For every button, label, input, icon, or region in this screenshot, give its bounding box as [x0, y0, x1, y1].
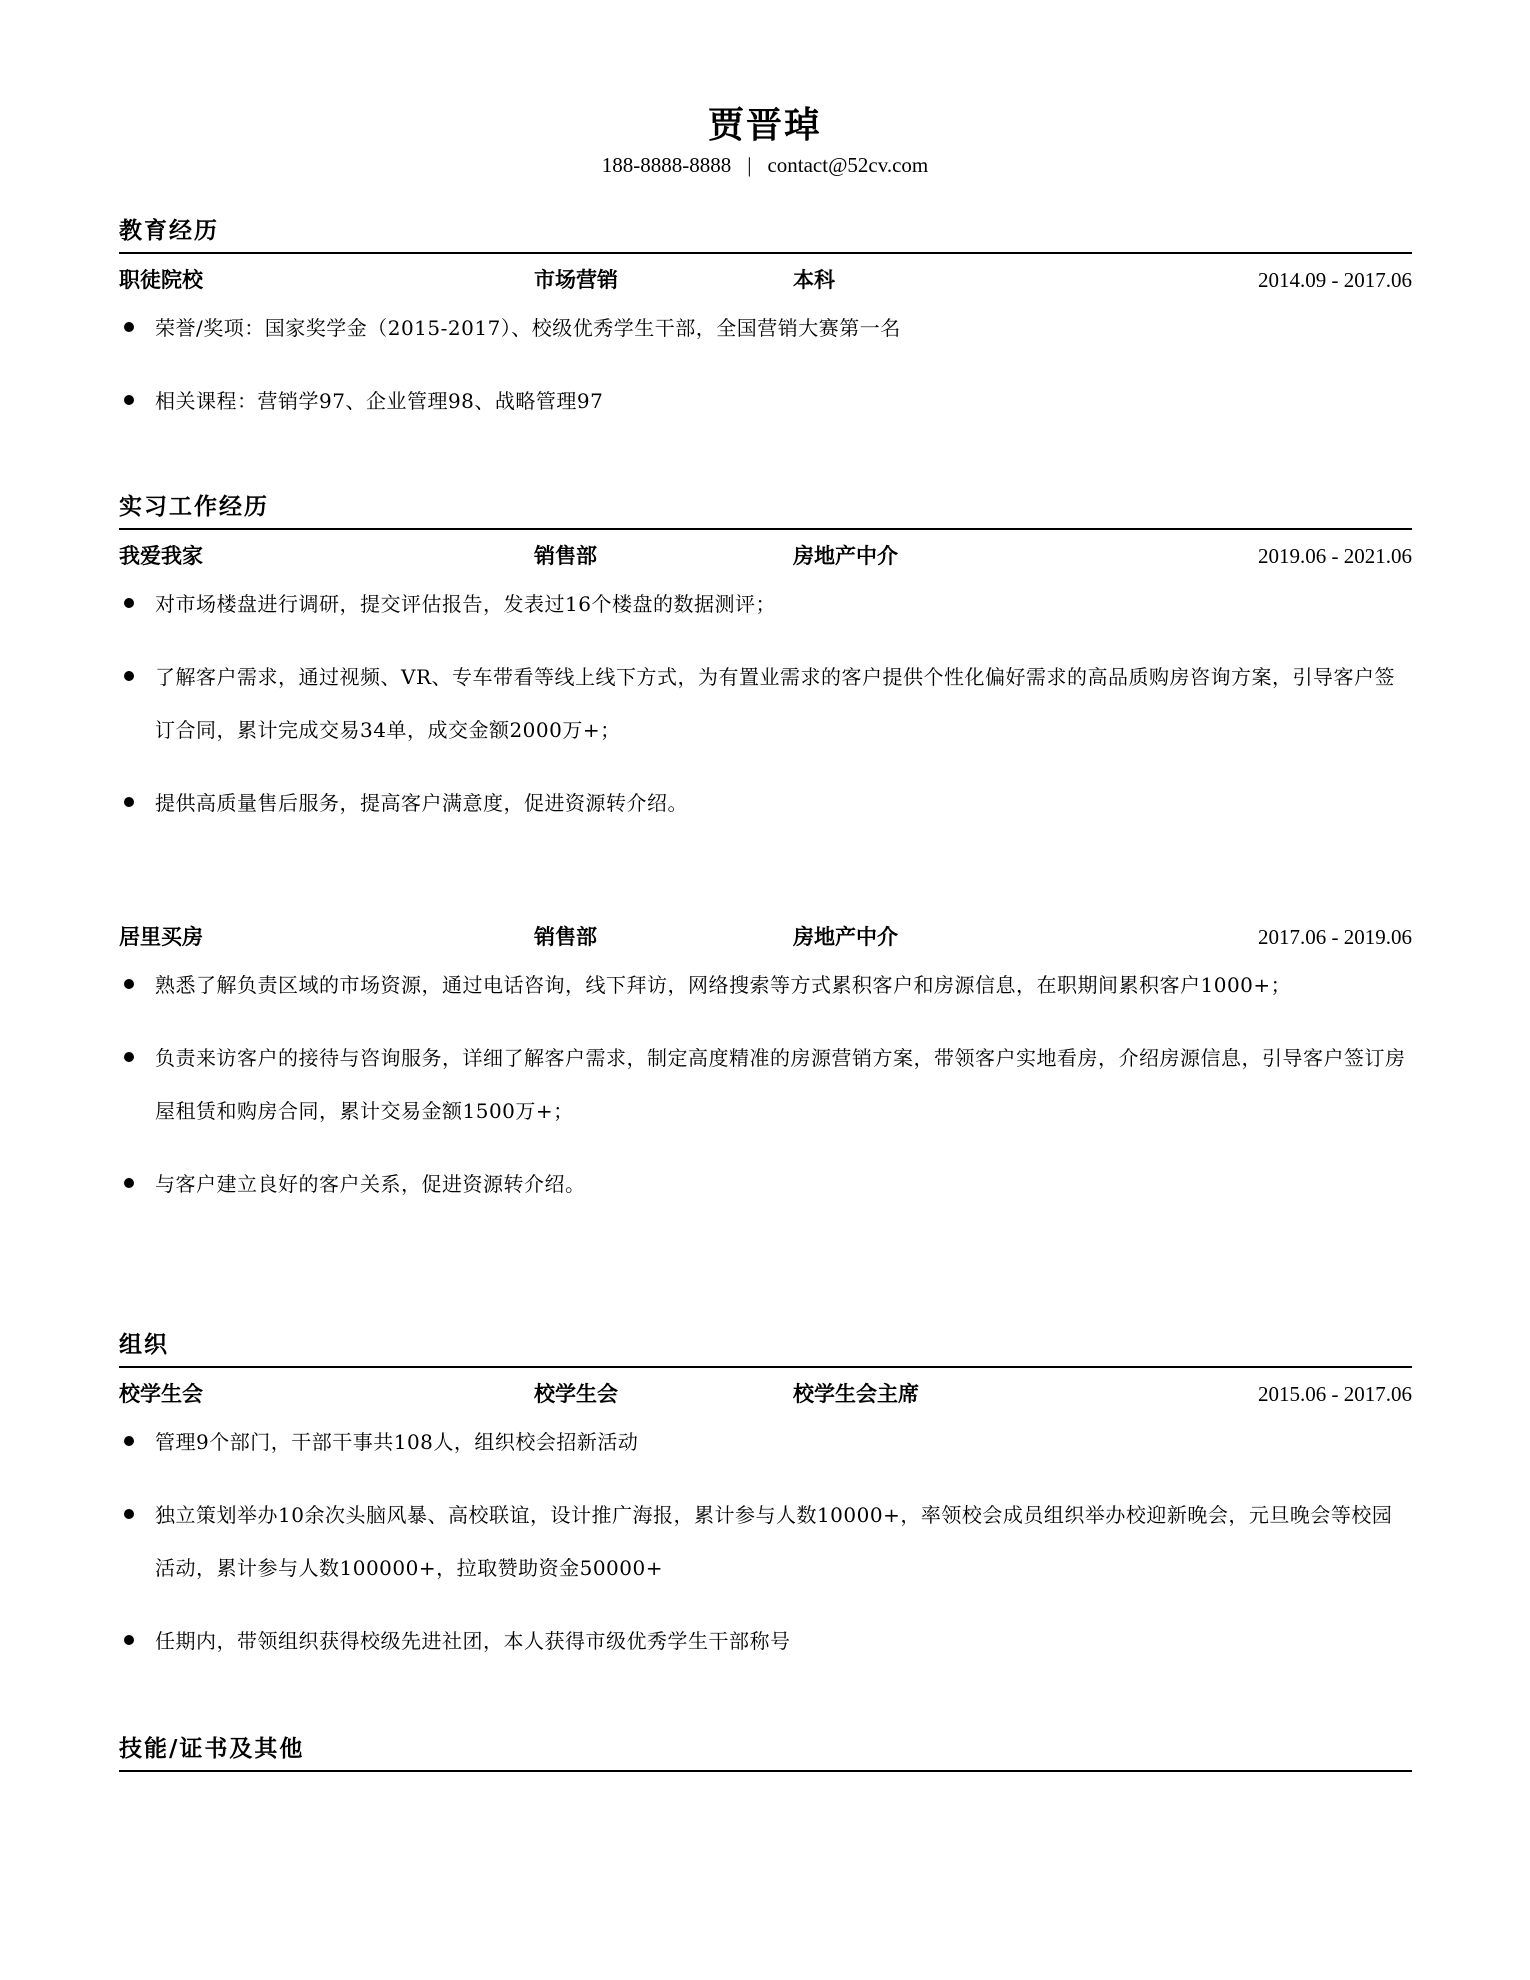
job-role: 房地产中介	[793, 543, 898, 568]
bullet-icon	[124, 1436, 134, 1446]
entry-header	[119, 921, 1412, 953]
skills-section-header	[119, 1732, 1412, 1772]
department: 销售部	[534, 543, 597, 568]
bullet-icon	[124, 598, 134, 608]
section-title: 教育经历	[119, 214, 1412, 254]
section-title: 组织	[119, 1328, 1412, 1368]
entry-header	[119, 264, 1412, 296]
list-item: 提供高质量售后服务，提高客户满意度，促进资源转介绍。	[119, 777, 1412, 830]
degree: 本科	[793, 267, 835, 292]
company-name: 居里买房	[119, 924, 203, 949]
education-entry	[119, 264, 1412, 428]
date-range: 2017.06 - 2019.06	[1258, 925, 1412, 949]
contact-line	[0, 153, 1530, 178]
bullet-icon	[124, 671, 134, 681]
list-item: 与客户建立良好的客户关系，促进资源转介绍。	[119, 1158, 1412, 1211]
date-range: 2015.06 - 2017.06	[1258, 1382, 1412, 1406]
organization-unit: 校学生会	[534, 1381, 618, 1406]
bullet-icon	[124, 1635, 134, 1645]
contact-separator: |	[747, 153, 752, 177]
list-item: 管理9个部门，干部干事共108人，组织校会招新活动	[119, 1416, 1412, 1469]
list-item: 独立策划举办10余次头脑风暴、高校联谊，设计推广海报，累计参与人数10000+，率领校会成员组织举办校迎新晚会，元旦晚会等校园活动，累计参与人数100000+，拉取赞助资金50000+	[119, 1489, 1412, 1595]
company-name: 我爱我家	[119, 543, 203, 568]
organization-entry	[119, 1378, 1412, 1668]
section-title: 技能/证书及其他	[119, 1732, 1412, 1772]
bullet-icon	[124, 1178, 134, 1188]
bullet-icon	[124, 395, 134, 405]
education-section-header	[119, 214, 1412, 254]
job-role: 房地产中介	[793, 924, 898, 949]
organization-name: 校学生会	[119, 1381, 203, 1406]
bullet-icon	[124, 1509, 134, 1519]
bullet-icon	[124, 979, 134, 989]
department: 销售部	[534, 924, 597, 949]
list-item: 了解客户需求，通过视频、VR、专车带看等线上线下方式，为有置业需求的客户提供个性化偏好需求的高品质购房咨询方案，引导客户签订合同，累计完成交易34单，成交金额2000万+；	[119, 651, 1412, 757]
organization-section-header	[119, 1328, 1412, 1368]
email-address: contact@52cv.com	[767, 153, 929, 177]
list-item: 任期内，带领组织获得校级先进社团，本人获得市级优秀学生干部称号	[119, 1615, 1412, 1668]
bullet-icon	[124, 797, 134, 807]
work-entry	[119, 921, 1412, 1211]
list-item: 熟悉了解负责区域的市场资源，通过电话咨询，线下拜访，网络搜索等方式累积客户和房源信息，在职期间累积客户1000+；	[119, 959, 1412, 1012]
date-range: 2014.09 - 2017.06	[1258, 268, 1412, 292]
bullet-icon	[124, 322, 134, 332]
section-title: 实习工作经历	[119, 490, 1412, 530]
bullet-icon	[124, 1052, 134, 1062]
phone-number: 188-8888-8888	[601, 153, 732, 177]
candidate-name: 贾晋琸	[707, 104, 822, 146]
date-range: 2019.06 - 2021.06	[1258, 544, 1412, 568]
bullet-list	[119, 959, 1412, 1211]
bullet-list	[119, 302, 1412, 428]
organization-role: 校学生会主席	[793, 1381, 919, 1406]
bullet-list	[119, 1416, 1412, 1668]
major: 市场营销	[534, 267, 618, 292]
bullet-list	[119, 578, 1412, 830]
work-entry	[119, 540, 1412, 830]
list-item: 相关课程：营销学97、企业管理98、战略管理97	[119, 375, 1412, 428]
list-item: 荣誉/奖项：国家奖学金（2015-2017）、校级优秀学生干部，全国营销大赛第一名	[119, 302, 1412, 355]
entry-header	[119, 540, 1412, 572]
work-section-header	[119, 490, 1412, 530]
school-name: 职徒院校	[119, 267, 203, 292]
entry-header	[119, 1378, 1412, 1410]
list-item: 对市场楼盘进行调研，提交评估报告，发表过16个楼盘的数据测评；	[119, 578, 1412, 631]
list-item: 负责来访客户的接待与咨询服务，详细了解客户需求，制定高度精准的房源营销方案，带领客户实地看房，介绍房源信息，引导客户签订房屋租赁和购房合同，累计交易金额1500万+；	[119, 1032, 1412, 1138]
